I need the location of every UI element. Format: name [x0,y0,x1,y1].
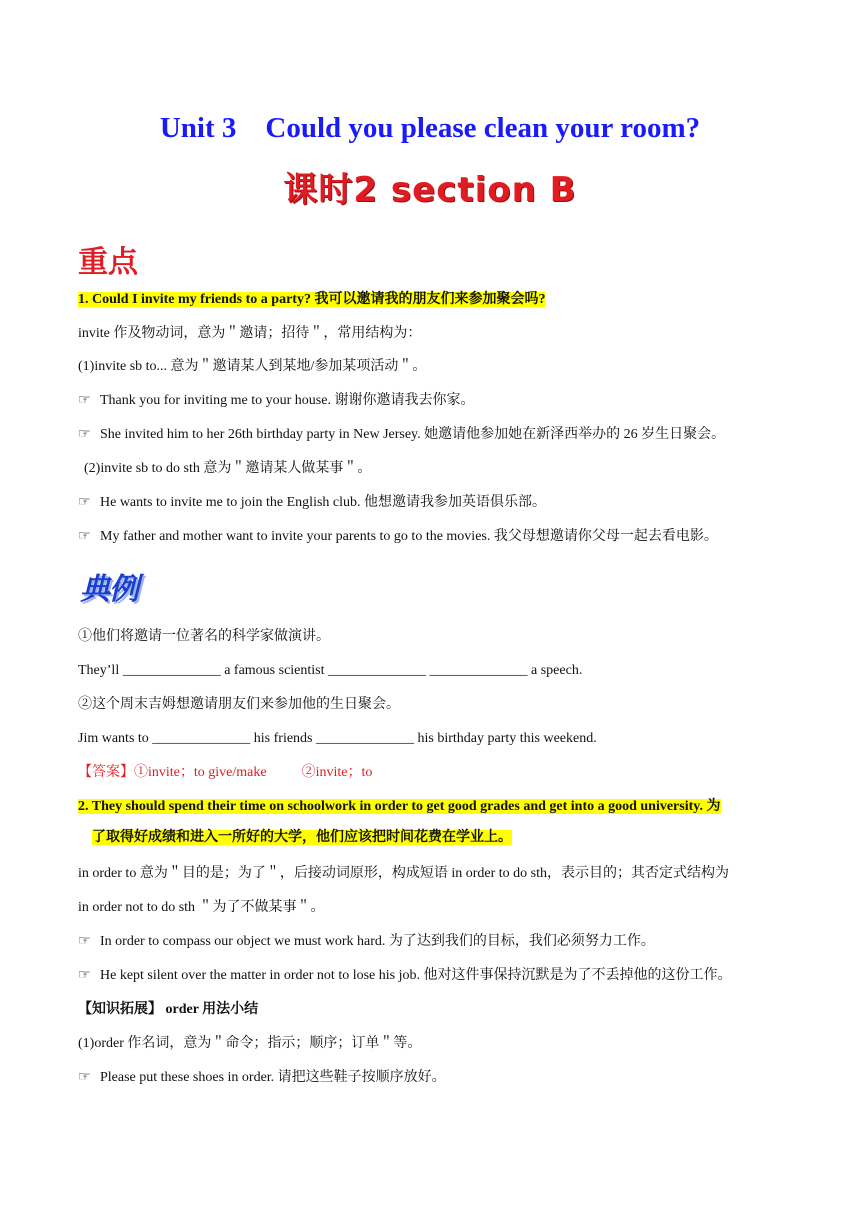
point2-heading-line1 [78,797,721,817]
point1-explain: invite 作及物动词，意为＂邀请；招待＂，常用结构为： [78,326,422,341]
pointer-icon: ☞ [78,393,91,408]
pointer-icon: ☞ [78,495,91,510]
lesson-subtitle-text: 课时2 section B [283,170,577,210]
example-text: She invited him to her 26th birthday party in New Jersey. 她邀请他参加她在新泽西举办的 26 岁生日聚会。 [100,427,726,442]
pointer-icon: ☞ [78,529,91,544]
point2-heading-line2 [92,828,512,848]
point2-explain-line2: in order not to do sth ＂为了不做某事＂。 [78,900,325,915]
pointer-icon: ☞ [78,934,91,949]
point2-usage1: (1)order 作名词，意为＂命令；指示；顺序；订单＂等。 [78,1036,422,1051]
point2-heading-text: 了取得好成绩和进入一所好的大学，他们应该把时间花费在学业上。 [92,830,512,845]
point1-usage2: (2)invite sb to do sth 意为＂邀请某人做某事＂。 [84,461,372,476]
pointer-icon: ☞ [78,1070,91,1085]
example-text: In order to compass our object we must work hard. 为了达到我们的目标，我们必须努力工作。 [100,934,655,949]
example-line [78,1068,446,1088]
example-line [78,966,731,986]
example-line [78,932,655,952]
example-text: He wants to invite me to join the English club. 他想邀请我参加英语俱乐部。 [100,495,547,510]
pointer-icon: ☞ [78,968,91,983]
point1-heading-text: 1. Could I invite my friends to a party? 我可以邀请我的朋友们来参加聚会吗? [78,292,546,307]
example-text: Please put these shoes in order. 请把这些鞋子按顺序放好。 [100,1070,446,1085]
example-text: He kept silent over the matter in order not to lose his job. 他对这件事保持沉默是为了不丢掉他的这份工作。 [100,968,732,983]
section-heading: 重点 [78,245,138,280]
example-line [78,493,546,513]
example-line [78,527,718,547]
point2-heading-text: 2. They should spend their time on schoolwork in order to get good grades and get into a good university. 为 [78,799,721,814]
exercise-q2-cn: ②这个周末吉姆想邀请朋友们来参加他的生日聚会。 [78,697,400,712]
pointer-icon: ☞ [78,427,91,442]
exercise-q1-en: They’ll ______________ a famous scientist ______________ ______________ a speech. [78,663,583,678]
exercise-q2-en: Jim wants to ______________ his friends ______________ his birthday party this weekend. [78,731,597,746]
exercise-q1-cn: ①他们将邀请一位著名的科学家做演讲。 [78,629,330,644]
example-logo: 典例 [80,572,138,607]
answer-line: 【答案】①invite；to give/make ②invite；to [78,765,373,780]
lesson-subtitle [0,167,860,213]
page-title: Unit 3 Could you please clean your room? [159,112,701,144]
example-text: My father and mother want to invite your parents to go to the movies. 我父母想邀请你父母一起去看电影。 [100,529,718,544]
point1-usage1: (1)invite sb to... 意为＂邀请某人到某地/参加某项活动＂。 [78,359,427,374]
example-line [78,425,725,445]
point2-explain-line1: in order to 意为＂目的是；为了＂，后接动词原形，构成短语 in order to do sth，表示目的；其否定式结构为 [78,866,729,881]
example-line [78,391,474,411]
point1-heading [78,290,545,310]
example-text: Thank you for inviting me to your house. 谢谢你邀请我去你家。 [100,393,475,408]
knowledge-expand-heading: 【知识拓展】 order 用法小结 [78,1002,259,1017]
